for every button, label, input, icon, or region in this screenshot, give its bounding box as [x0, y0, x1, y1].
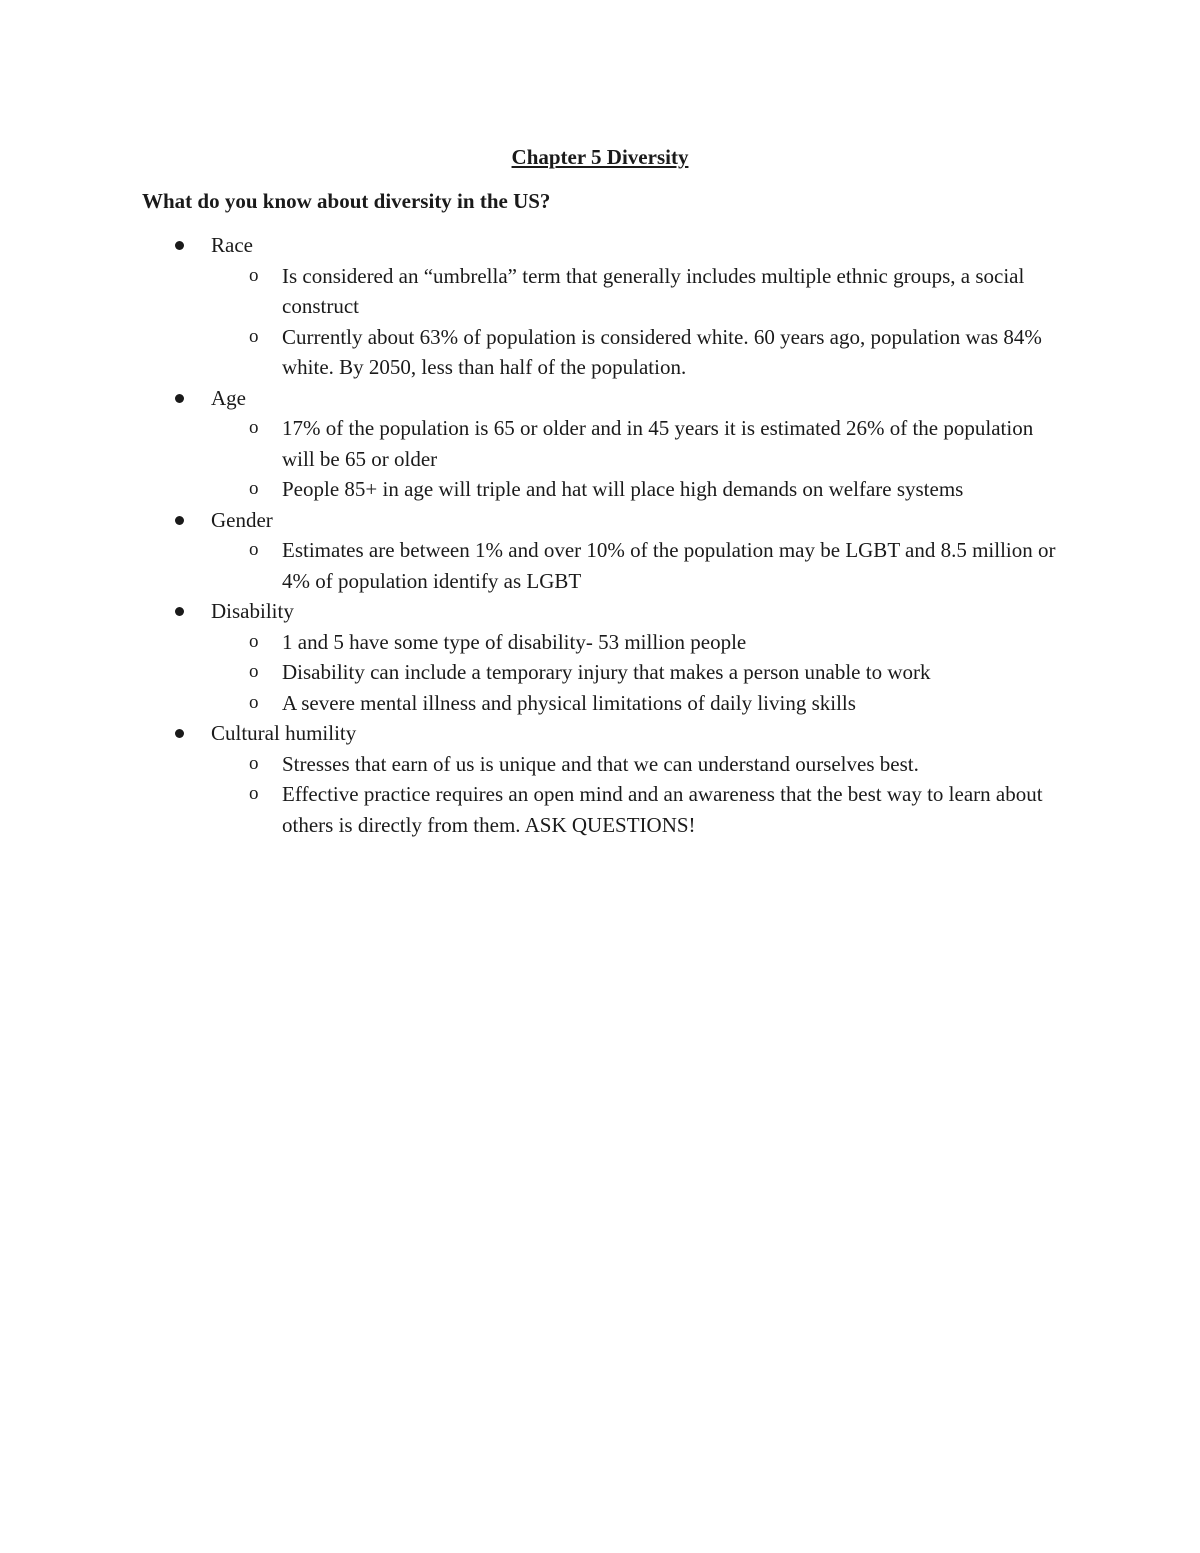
list-item-text: Estimates are between 1% and over 10% of the population may be LGBT and 8.5 million or 4% of population identify as LGBT — [282, 538, 1056, 593]
topic-label: Race — [211, 233, 253, 257]
topic-race — [0, 230, 1200, 383]
list-item — [0, 474, 1200, 505]
sub-list — [0, 413, 1200, 505]
list-item — [0, 779, 1200, 840]
circle-bullet-icon: o — [249, 752, 259, 774]
circle-bullet-icon: o — [249, 691, 259, 713]
list-item — [0, 657, 1200, 688]
sub-list — [0, 749, 1200, 841]
circle-bullet-icon: o — [249, 783, 259, 804]
circle-bullet-icon: o — [249, 630, 259, 652]
list-item-text: A severe mental illness and physical limitations of daily living skills — [282, 690, 856, 715]
topic-list — [0, 230, 1200, 840]
sub-list — [0, 627, 1200, 719]
list-item-text: Effective practice requires an open mind and an awareness that the best way to learn about others is directly from them. ASK QUESTIONS! — [282, 782, 1043, 837]
topic-gender — [0, 505, 1200, 597]
list-item-text: 1 and 5 have some type of disability- 53 million people — [282, 629, 747, 654]
list-item — [0, 413, 1200, 474]
list-item-text: 17% of the population is 65 or older and in 45 years it is estimated 26% of the population will be 65 or older — [282, 416, 1034, 471]
topic-label: Disability — [211, 599, 294, 623]
list-item — [0, 322, 1200, 383]
circle-bullet-icon: o — [249, 478, 259, 499]
circle-bullet-icon: o — [249, 661, 259, 682]
circle-bullet-icon: o — [249, 325, 259, 347]
list-item-text: People 85+ in age will triple and hat will place high demands on welfare systems — [282, 477, 964, 501]
list-item-text: Stresses that earn of us is unique and that we can understand ourselves best. — [282, 751, 919, 776]
list-item — [0, 535, 1200, 596]
topic-label: Gender — [211, 507, 273, 532]
topic-cultural-humility — [0, 718, 1200, 840]
section-question: What do you know about diversity in the US? — [142, 189, 551, 213]
bullet-icon — [175, 607, 184, 616]
circle-bullet-icon: o — [249, 539, 259, 560]
topic-label: Age — [211, 385, 246, 410]
list-item-text: Is considered an “umbrella” term that generally includes multiple ethnic groups, a social construct — [282, 263, 1025, 318]
list-item — [0, 627, 1200, 658]
list-item-text: Disability can include a temporary injury that makes a person unable to work — [282, 660, 931, 684]
circle-bullet-icon: o — [249, 264, 259, 286]
list-item — [0, 749, 1200, 780]
circle-bullet-icon: o — [249, 417, 259, 438]
sub-list — [0, 535, 1200, 596]
list-item — [0, 688, 1200, 719]
bullet-icon — [175, 516, 184, 525]
list-item-text: Currently about 63% of population is considered white. 60 years ago, population was 84% white. By 2050, less than half of the population. — [282, 324, 1042, 379]
bullet-icon — [175, 241, 184, 250]
bullet-icon — [175, 729, 184, 738]
document-title: Chapter 5 Diversity — [511, 145, 689, 169]
topic-disability — [0, 596, 1200, 718]
topic-label: Cultural humility — [211, 721, 357, 745]
topic-age — [0, 383, 1200, 505]
sub-list — [0, 261, 1200, 383]
list-item — [0, 261, 1200, 322]
bullet-icon — [175, 394, 184, 403]
